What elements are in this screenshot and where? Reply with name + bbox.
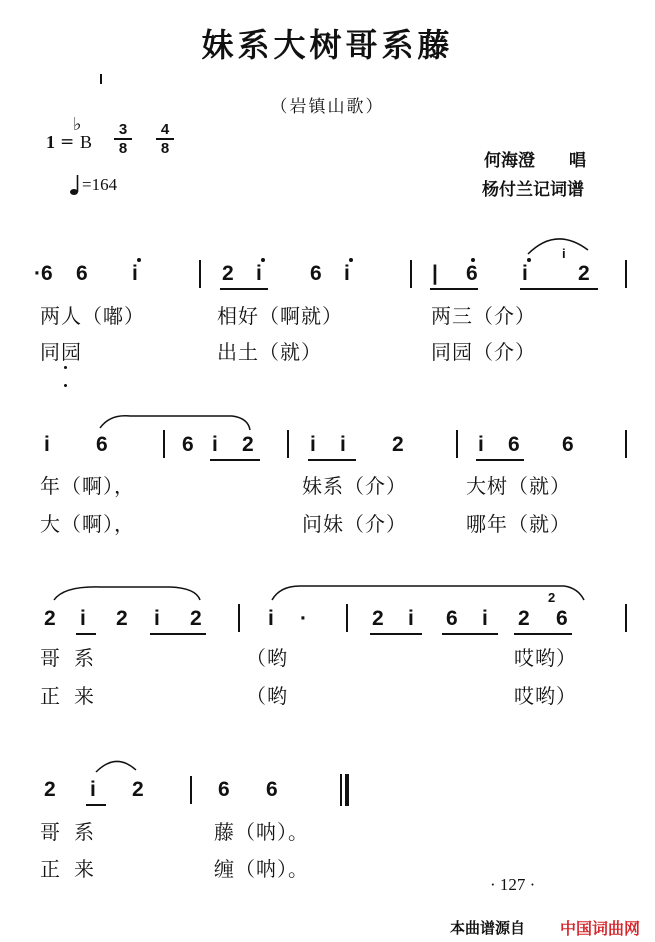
note: 2 <box>578 262 590 285</box>
note: i <box>256 262 262 285</box>
note: 2 <box>222 262 234 285</box>
lyric-line-1: 年（啊）， <box>40 474 135 498</box>
meter-numerator: 4 <box>160 121 170 138</box>
note: i <box>522 262 528 285</box>
note: i <box>90 778 96 801</box>
note: 2 <box>392 433 404 456</box>
lyric-line-1: 哥系 <box>40 820 108 844</box>
note: | <box>432 262 438 285</box>
meter-denominator: 8 <box>160 140 170 157</box>
note: 6 <box>96 433 108 456</box>
note: 6 <box>76 262 88 285</box>
flat-sign: ♭ <box>73 114 82 135</box>
octave-dot <box>527 258 531 262</box>
meter-denominator: 8 <box>118 140 128 157</box>
lyric-line-2: 问妹（介） <box>302 512 407 536</box>
lyric-line-2: 大（啊）， <box>40 512 135 536</box>
note: 2 <box>116 607 128 630</box>
note: 6 <box>508 433 520 456</box>
octave-dot <box>261 258 265 262</box>
grace-note: i <box>562 246 566 261</box>
note: 2 <box>518 607 530 630</box>
lyric-line-2: 出土（就） <box>217 340 322 364</box>
page-number: · 127 · <box>490 875 536 894</box>
footer-source: 本曲谱源自 <box>450 919 526 937</box>
note: ·6 <box>34 262 53 285</box>
lyric-line-2: 正来 <box>40 857 108 881</box>
tempo-marking: =164 <box>82 175 118 194</box>
note: i <box>310 433 316 456</box>
note: i <box>268 607 274 630</box>
note: i <box>154 607 160 630</box>
note: i <box>132 262 138 285</box>
note: i <box>212 433 218 456</box>
note: i <box>344 262 350 285</box>
octave-dot <box>64 384 67 387</box>
note: i <box>408 607 414 630</box>
note: 6 <box>310 262 322 285</box>
note: i <box>340 433 346 456</box>
note: 6 <box>446 607 458 630</box>
song-subtitle: （岩镇山歌） <box>270 97 385 117</box>
key-tonic: 1 <box>46 132 55 152</box>
note: 2 <box>132 778 144 801</box>
underline-beam <box>86 804 106 806</box>
lyric-line-1: 哎哟） <box>514 646 577 670</box>
lyric-line-2: 缠（呐）。 <box>214 857 309 881</box>
note: i <box>44 433 50 456</box>
note: 6 <box>182 433 194 456</box>
note: 6 <box>218 778 230 801</box>
note: i <box>482 607 488 630</box>
lyric-line-1: 妹系（介） <box>302 474 407 498</box>
lyric-line-1: （哟 <box>246 646 288 670</box>
note: 6 <box>556 607 568 630</box>
lyric-line-2: 正来 <box>40 684 108 708</box>
note: i <box>80 607 86 630</box>
note: 6 <box>466 262 478 285</box>
meter-numerator: 3 <box>118 121 128 138</box>
octave-dot <box>137 258 141 262</box>
lyric-line-1: 两人（嘟） <box>40 304 145 328</box>
note: 2 <box>44 607 56 630</box>
key-note: B <box>80 132 93 152</box>
note: 2 <box>44 778 56 801</box>
note: 2 <box>242 433 254 456</box>
key-equals: = <box>60 132 75 152</box>
grace-note: 2 <box>548 590 556 605</box>
lyric-line-1: 两三（介） <box>431 304 536 328</box>
singer-credit: 何海澄 唱 <box>484 151 586 171</box>
lyric-line-2: 哎哟） <box>514 684 577 708</box>
note: 2 <box>190 607 202 630</box>
footer-site-link[interactable]: 中国词曲网 <box>560 919 641 938</box>
song-title: 妹系大树哥系藤 <box>201 26 454 64</box>
lyric-line-1: 藤（呐）。 <box>214 820 309 844</box>
lyric-line-2: 同园 <box>40 340 82 364</box>
octave-dot <box>64 366 67 369</box>
note: 2 <box>372 607 384 630</box>
lyric-line-1: 相好（啊就） <box>217 304 343 328</box>
octave-dot <box>471 258 475 262</box>
note: i <box>478 433 484 456</box>
recorder-credit: 杨付兰记词谱 <box>482 180 584 200</box>
lyric-line-1: 大树（就） <box>466 474 571 498</box>
note: · <box>300 607 307 630</box>
lyric-line-2: 同园（介） <box>431 340 536 364</box>
lyric-line-2: （哟 <box>246 684 288 708</box>
lyric-line-2: 哪年（就） <box>466 512 571 536</box>
octave-dot <box>349 258 353 262</box>
note: 6 <box>266 778 278 801</box>
lyric-line-1: 哥系 <box>40 646 108 670</box>
note: 6 <box>562 433 574 456</box>
